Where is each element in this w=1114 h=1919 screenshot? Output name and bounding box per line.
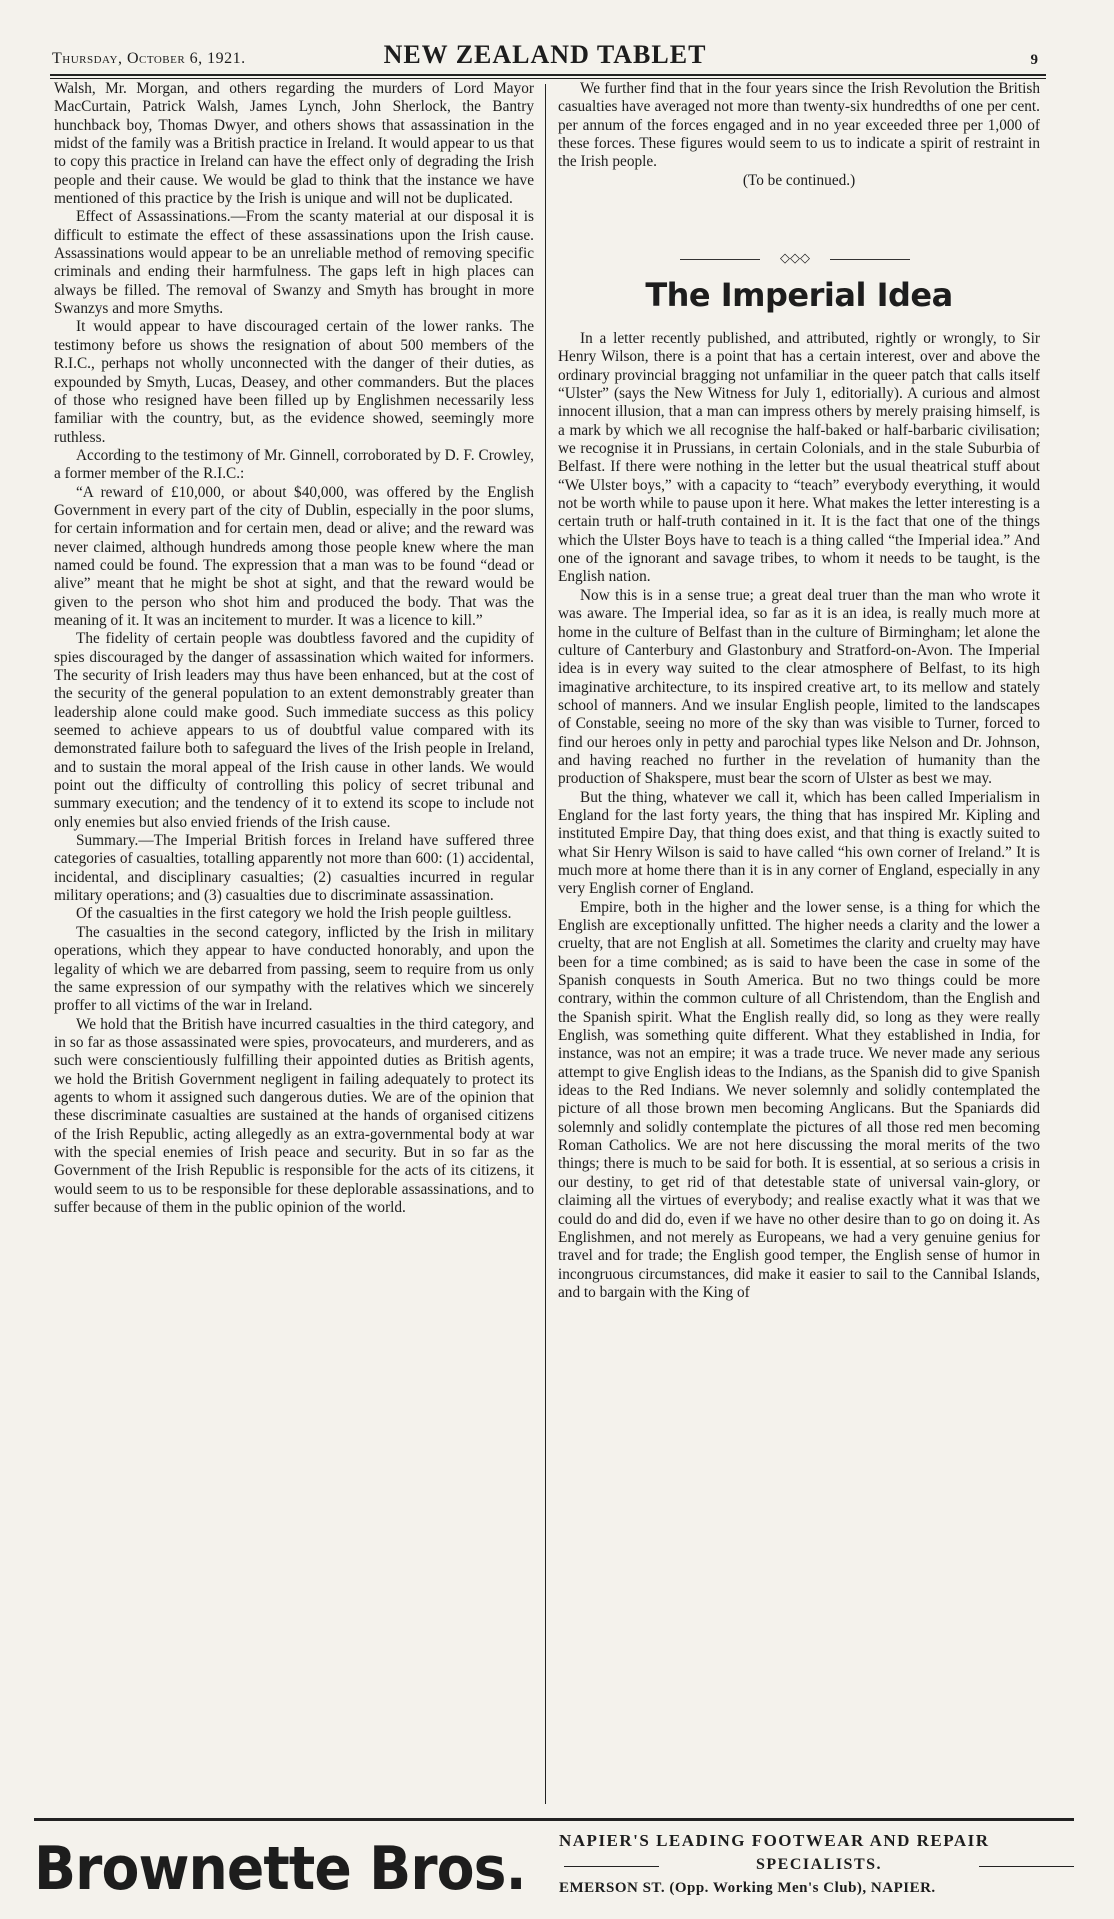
advertisement: [34, 1828, 1080, 1908]
paragraph: According to the testimony of Mr. Ginnell, corroborated by D. F. Crowley, a former member of the R.I.C.:: [54, 446, 534, 483]
header-rule: [50, 74, 1046, 76]
ornament-divider: [680, 250, 910, 268]
paragraph: The casualties in the second category, inflicted by the Irish in military operations, which they appear to have conducted honorably, and upon the legality of which we are debarred from passing, seem to require from us only the same expression of our sympathy with the relatives which we sincerely proffer to all victims of the war in Ireland.: [54, 923, 534, 1015]
quotation: “A reward of £10,000, or about $40,000, was offered by the English Government in every part of the city of Dublin, especially in the poor slums, for certain information and for certain men, dead or alive; and the reward was never claimed, although hundreds among those people knew where the man named could be found. The expression that a man was to be found “dead or alive” meant that he might be shot at sight, and that the reward would be given to the person who shot him and produced the body. That was the meaning of it. It was an incitement to murder. It was a licence to kill.”: [54, 483, 534, 629]
article-body: [558, 330, 1040, 1302]
paragraph: In a letter recently published, and attributed, rightly or wrongly, to Sir Henry Wilson, there is a point that has a certain interest, over and above the ordinary provincial bragging not unfamiliar in the queer patch that calls itself “Ulster” (says the New Witness for July 1, editorially). A curious and almost innocent illusion, that a man can impress others by merely praising himself, is a mark by which we all recognise the half-baked or half-barbaric civilisation; we recognise it in Prussians, in certain Colonials, and in the stale Suburbia of Belfast. If there were nothing in the letter but the usual theatrical stuff about “We Ulster boys,” with a capacity to “teach” everybody everything, it would not be worth while to pause upon it here. What makes the letter interesting is a certain truth or half-truth contained in it. It is the fact that one of the things which the Ulster Boys have to teach is a thing called “the Imperial idea.” And one of the ignorant and savage tribes, to whom it needs to be taught, is the English nation.: [558, 330, 1040, 586]
ornament-line-right: [830, 259, 910, 260]
header-rule-thin: [50, 78, 1046, 79]
paragraph: Walsh, Mr. Morgan, and others regarding the murders of Lord Mayor MacCurtain, Patrick Walsh, James Lynch, John Sherlock, the Bantry hunchback boy, Thomas Dwyer, and others shows that assassination in the midst of the family was a British practice in Ireland. It would appear to us that to copy this practice in Ireland can have the effect only of degrading the Irish people and their cause. We would be glad to think that the instance we have mentioned of this practice by the Irish is unique and will not be duplicated.: [54, 80, 534, 208]
page-header: [44, 40, 1046, 74]
paragraph: We hold that the British have incurred casualties in the third category, and in so far as those assassinated were spies, provocateurs, and murderers, and as such were conscientiously fulfilling their appointed duties as British agents, we hold the British Government negligent in failing adequately to protect its agents to whom it assigned such dangerous duties. We are of the opinion that these discriminate casualties are sustained at the hands of organised citizens of the Irish Republic, acting allegedly as an extra-governmental body at war with the special enemies of Irish peace and security. But in so far as the Government of the Irish Republic is responsible for the acts of its citizens, it would seem to us to be responsible for these deplorable assassinations, and to suffer because of them in the public opinion of the world.: [54, 1015, 534, 1216]
column-divider: [545, 84, 546, 1804]
advertisement-tagline: NAPIER'S LEADING FOOTWEAR AND REPAIR: [559, 1831, 990, 1850]
paragraph: Of the casualties in the first category we hold the Irish people guiltless.: [76, 905, 512, 923]
right-column-top: [558, 80, 1040, 190]
paragraph: The fidelity of certain people was doubtless favored and the cupidity of spies discouraged by the danger of assassination which waited for informers. The security of Irish leaders may thus have been enhanced, but at the cost of the security of the general population to an extent demonstrably greater than leadership alone could make good. Such immediate success as this policy seemed to achieve appears to us of doubtful value compared with its demonstrated failure both to safeguard the lives of the Irish people in Ireland, and to sustain the moral appeal of the Irish cause in other lands. We would point out the difficulty of controlling this policy of secret tribunal and summary execution; and the tendency of it to extend its scope to include not only enemies but also envied friends of the Irish cause.: [54, 630, 534, 831]
paragraph: Empire, both in the higher and the lower sense, is a thing for which the English are exceptionally unfitted. The higher needs a clarity and the lower a cruelty, that are not English at all. Sometimes the clarity and cruelty may have been for a time combined; as is said to have been the case in some of the Spanish conquests in South America. But no two things could be more contrary, within the common culture of all Christendom, than the English and the Spanish spirit. What the English really did, so long as they were really English, was something quite different. What they established in India, for instance, was not an empire; it was a trade truce. We never made any serious attempt to give English ideas to the Indians, as the Spanish did to give Spanish ideas to the Red Indians. We never solemnly and solidly contemplated the picture of all those brown men becoming Anglicans. But the Spaniards did solemnly and solidly contemplate the pictures of all those red men becoming Roman Catholics. We are not here discussing the moral merits of the two things; there is much to be said for both. It is essential, at so serious a crisis in our destiny, to get rid of that detestable state of universal vain-glory, or claiming all the virtues of everybody; and realise exactly what it was that we could do and did do, even if we have no other desire than to go on doing it. As Englishmen, and not merely as Europeans, we had a very genuine genius for travel and for trade; the English good temper, the English sense of humor in incongruous circumstances, did make it easier to sail to the Cannibal Islands, and to bargain with the King of: [558, 898, 1040, 1301]
paragraph: We further find that in the four years since the Irish Revolution the British casualties have averaged not more than twenty-six hundredths of one per cent. per annum of the forces engaged and in no year exceeded three per 1,000 of these forces. These figures would seem to us to indicate a spirit of restraint in the Irish people.: [558, 80, 1040, 171]
masthead: NEW ZEALAND TABLET: [383, 40, 707, 69]
advertisement-rule: [34, 1818, 1074, 1821]
paragraph: It would appear to have discouraged certain of the lower ranks. The testimony before us shows the resignation of about 500 members of the R.I.C., perhaps not wholly unconnected with the danger of their duties, as expounded by Smyth, Lucas, Deasey, and other commanders. But the places of those who resigned have been filled up by Englishmen necessarily less familiar with the country, but, as the evidence showed, seemingly more ruthless.: [54, 318, 534, 446]
advertisement-address: EMERSON ST. (Opp. Working Men's Club), NAPIER.: [559, 1880, 936, 1896]
continued-note: (To be continued.): [742, 171, 856, 189]
left-column: [54, 80, 534, 1217]
paragraph: But the thing, whatever we call it, which has been called Imperialism in England for the last forty years, the thing that has inspired Mr. Kipling and instituted Empire Day, that thing does exist, and that thing is exactly suited to what Sir Henry Wilson is said to have called “his own corner of Ireland.” It is much more at home there than it is in any corner of England, especially in any very English corner of England.: [558, 788, 1040, 898]
advertisement-line-right: [979, 1866, 1074, 1867]
diamond-ornament-icon: ◇◇◇: [780, 250, 810, 265]
advertiser-name: Brownette Bros.: [34, 1834, 526, 1904]
page-number: 9: [1030, 52, 1038, 68]
ornament-line-left: [680, 259, 760, 260]
advertisement-specialists: SPECIALISTS.: [755, 1856, 883, 1873]
paragraph: Summary.—The Imperial British forces in Ireland have suffered three categories of casualties, totalling apparently not more than 600: (1) accidental, incidental, and disciplinary casualties; (2) casualties incurred in regular military operations; and (3) casualties due to discriminate assassination.: [54, 832, 534, 905]
paragraph: Effect of Assassinations.—From the scanty material at our disposal it is difficult to estimate the effect of these assassinations upon the Irish cause. Assassinations would appear to be an unreliable method of removing specific criminals and ending their harmfulness. The gaps left in high places can always be filled. The removal of Swanzy and Smyth has brought in more Swanzys and more Smyths.: [54, 208, 534, 318]
paragraph: Now this is in a sense true; a great deal truer than the man who wrote it was aware. The Imperial idea, so far as it is an idea, is really much more at home in the culture of Belfast than in the culture of Birmingham; let alone the culture of Canterbury and Glastonbury and Stratford-on-Avon. The Imperial idea is in every way suited to the clear atmosphere of Belfast, to its high imaginative architecture, to its inspired creative art, to its mellow and stately school of manners. And we insular English people, limited to the landscapes of Constable, seeing no more of the sky than was visible to Turner, forced to find our heroes only in petty and parochial types like Nelson and Dr. Johnson, and having reached no further in the revelation of humanity than the production of Shakspere, must bear the scorn of Ulster as best we may.: [558, 586, 1040, 788]
article-title: The Imperial Idea: [645, 276, 953, 314]
issue-date: Thursday, October 6, 1921.: [52, 50, 246, 67]
